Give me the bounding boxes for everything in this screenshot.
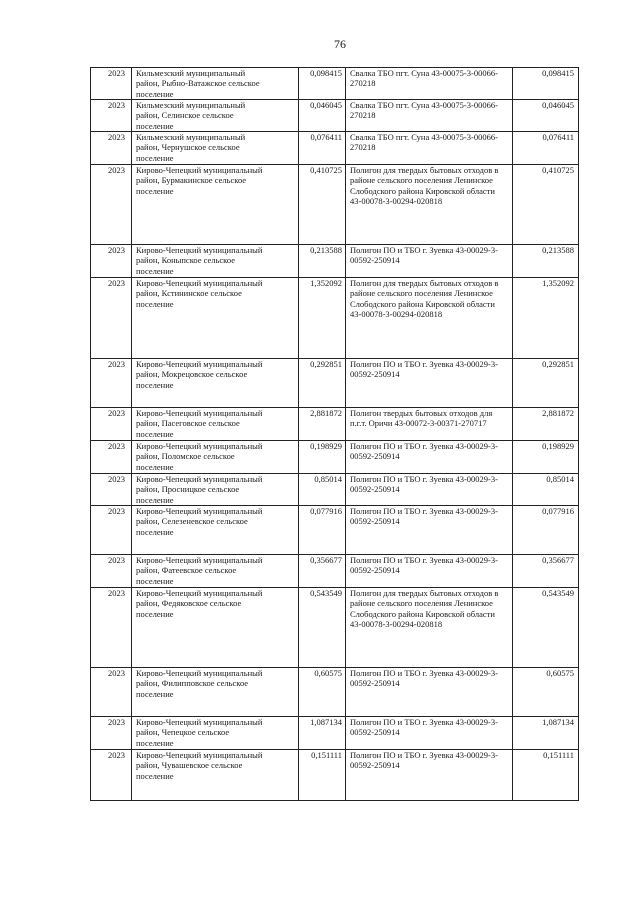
municipality-cell	[132, 165, 299, 244]
facility-line: Слободского района Кировской области	[350, 185, 495, 196]
municipality-line: поселение	[136, 379, 174, 390]
municipality-line: поселение	[136, 152, 174, 163]
facility-cell	[346, 245, 513, 277]
municipality-line: район, Чернушское сельское	[136, 142, 240, 153]
municipality-line: район, Просницкое сельское	[136, 484, 240, 495]
value-cell: 0,60575	[299, 668, 346, 716]
value-2-cell: 0,410725	[513, 165, 579, 244]
facility-cell	[346, 408, 513, 440]
value-2-cell: 0,60575	[513, 668, 579, 716]
municipality-line: Кирово-Чепецкий муниципальный	[136, 717, 263, 727]
municipality-cell	[132, 132, 299, 164]
facility-line: Полигон для твердых бытовых отходов в	[350, 588, 499, 598]
facility-line: Свалка ТБО пгт. Суна 43-00075-3-00066-	[350, 68, 498, 78]
table-row	[91, 750, 579, 801]
value-2-cell: 0,076411	[513, 132, 579, 164]
facility-line: Слободского района Кировской области	[350, 608, 495, 619]
municipality-line: поселение	[136, 770, 174, 781]
municipality-cell	[132, 717, 299, 749]
value-cell: 0,410725	[299, 165, 346, 244]
value-cell: 1,352092	[299, 278, 346, 358]
municipality-line: поселение	[136, 298, 174, 309]
municipality-line: поселение	[136, 185, 174, 196]
facility-cell	[346, 506, 513, 554]
municipality-line: Кильмезский муниципальный	[136, 132, 246, 142]
municipality-line: Кирово-Чепецкий муниципальный	[136, 359, 263, 369]
municipality-cell	[132, 359, 299, 407]
year-cell: 2023	[91, 588, 132, 667]
facility-line: Слободского района Кировской области	[350, 298, 495, 309]
facility-line: Полигон ПО и ТБО г. Зуевка 43-00029-3-	[350, 359, 498, 369]
municipality-cell	[132, 68, 299, 99]
municipality-cell	[132, 245, 299, 277]
year-cell: 2023	[91, 441, 132, 473]
facility-line: Полигон ПО и ТБО г. Зуевка 43-00029-3-	[350, 474, 498, 484]
facility-cell	[346, 100, 513, 131]
year-cell: 2023	[91, 555, 132, 587]
value-2-cell: 0,046045	[513, 100, 579, 131]
municipality-line: район, Поломское сельское	[136, 451, 235, 462]
year-cell: 2023	[91, 750, 132, 800]
facility-line: 00592-250914	[350, 369, 400, 380]
facility-line: Полигон ПО и ТБО г. Зуевка 43-00029-3-	[350, 506, 498, 516]
facility-cell	[346, 668, 513, 716]
table-row	[91, 68, 579, 100]
municipality-line: район, Бурмакинское сельское	[136, 175, 247, 186]
facility-line: 43-00078-3-00294-020818	[350, 618, 443, 629]
value-2-cell: 0,077916	[513, 506, 579, 554]
municipality-line: Кирово-Чепецкий муниципальный	[136, 165, 263, 175]
facility-cell	[346, 132, 513, 164]
table-row	[91, 100, 579, 132]
value-cell: 0,213588	[299, 245, 346, 277]
facility-line: п.г.т. Оричи 43-00072-3-00371-270717	[350, 418, 487, 429]
year-cell: 2023	[91, 506, 132, 554]
year-cell: 2023	[91, 132, 132, 164]
year-cell: 2023	[91, 245, 132, 277]
value-cell: 0,356677	[299, 555, 346, 587]
table-row	[91, 165, 579, 245]
facility-line: 00592-250914	[350, 727, 400, 738]
year-cell: 2023	[91, 717, 132, 749]
year-cell: 2023	[91, 278, 132, 358]
value-cell: 0,098415	[299, 68, 346, 99]
table-row	[91, 132, 579, 165]
municipality-line: Кирово-Чепецкий муниципальный	[136, 750, 263, 760]
facility-line: 43-00078-3-00294-020818	[350, 308, 443, 319]
facility-line: Полигон ПО и ТБО г. Зуевка 43-00029-3-	[350, 441, 498, 451]
value-cell: 0,077916	[299, 506, 346, 554]
table-row	[91, 717, 579, 750]
municipality-cell	[132, 474, 299, 505]
year-cell: 2023	[91, 408, 132, 440]
value-2-cell: 1,352092	[513, 278, 579, 358]
municipality-line: район, Чувашевское сельское	[136, 760, 243, 771]
municipality-line: район, Пасеговское сельское	[136, 418, 240, 429]
facility-line: 00592-250914	[350, 516, 400, 527]
value-cell: 2,881872	[299, 408, 346, 440]
municipality-line: поселение	[136, 461, 174, 472]
facility-cell	[346, 68, 513, 99]
facility-cell	[346, 474, 513, 505]
municipality-line: Кирово-Чепецкий муниципальный	[136, 278, 263, 288]
facility-line: районе сельского поселения Ленинское	[350, 175, 493, 186]
municipality-line: Кирово-Чепецкий муниципальный	[136, 668, 263, 678]
municipality-line: поселение	[136, 265, 174, 276]
municipality-cell	[132, 278, 299, 358]
year-cell: 2023	[91, 359, 132, 407]
municipality-line: район, Филипповское сельское	[136, 678, 249, 689]
municipality-cell	[132, 100, 299, 131]
facility-line: Полигон ПО и ТБО г. Зуевка 43-00029-3-	[350, 750, 498, 760]
municipality-cell	[132, 750, 299, 800]
value-cell: 0,151111	[299, 750, 346, 800]
municipality-line: район, Селинское сельское	[136, 110, 234, 121]
facility-line: Полигон ПО и ТБО г. Зуевка 43-00029-3-	[350, 668, 498, 678]
facility-cell	[346, 750, 513, 800]
value-2-cell: 0,543549	[513, 588, 579, 667]
table-row	[91, 441, 579, 474]
value-cell: 0,292851	[299, 359, 346, 407]
municipality-line: Кирово-Чепецкий муниципальный	[136, 588, 263, 598]
value-cell: 0,543549	[299, 588, 346, 667]
facility-cell	[346, 441, 513, 473]
municipality-line: Кирово-Чепецкий муниципальный	[136, 441, 263, 451]
facility-cell	[346, 588, 513, 667]
table-row	[91, 245, 579, 278]
municipality-cell	[132, 588, 299, 667]
municipality-line: район, Фатеевское сельское	[136, 565, 237, 576]
facility-line: Свалка ТБО пгт. Суна 43-00075-3-00066-	[350, 132, 498, 142]
municipality-line: район, Федяковское сельское	[136, 598, 242, 609]
value-2-cell: 2,881872	[513, 408, 579, 440]
facility-line: 00592-250914	[350, 451, 400, 462]
year-cell: 2023	[91, 474, 132, 505]
municipality-line: поселение	[136, 428, 174, 439]
municipality-cell	[132, 668, 299, 716]
municipality-line: Кильмезский муниципальный	[136, 68, 246, 78]
table-row	[91, 506, 579, 555]
municipality-line: поселение	[136, 526, 174, 537]
municipality-cell	[132, 408, 299, 440]
table-row	[91, 408, 579, 441]
table-row	[91, 359, 579, 408]
value-2-cell: 0,85014	[513, 474, 579, 505]
facility-cell	[346, 278, 513, 358]
municipality-line: Кильмезский муниципальный	[136, 100, 246, 110]
facility-cell	[346, 717, 513, 749]
municipality-line: поселение	[136, 575, 174, 586]
year-cell: 2023	[91, 68, 132, 99]
page-number: 76	[334, 37, 346, 51]
facility-line: 00592-250914	[350, 760, 400, 771]
value-2-cell: 0,151111	[513, 750, 579, 800]
facility-line: Полигон ПО и ТБО г. Зуевка 43-00029-3-	[350, 717, 498, 727]
municipality-line: поселение	[136, 737, 174, 748]
facility-cell	[346, 165, 513, 244]
year-cell: 2023	[91, 100, 132, 131]
value-cell: 1,087134	[299, 717, 346, 749]
facility-line: Полигон для твердых бытовых отходов в	[350, 165, 499, 175]
municipality-line: Кирово-Чепецкий муниципальный	[136, 245, 263, 255]
facility-line: 270218	[350, 78, 376, 89]
value-2-cell: 0,098415	[513, 68, 579, 99]
municipality-line: Кирово-Чепецкий муниципальный	[136, 474, 263, 484]
facility-line: 270218	[350, 142, 376, 153]
municipality-line: район, Кстининское сельское	[136, 288, 242, 299]
facility-cell	[346, 359, 513, 407]
municipality-line: поселение	[136, 608, 174, 619]
table-row	[91, 668, 579, 717]
facility-line: 00592-250914	[350, 565, 400, 576]
municipality-line: район, Коныпское сельское	[136, 255, 236, 266]
facility-line: 43-00078-3-00294-020818	[350, 195, 443, 206]
municipality-cell	[132, 555, 299, 587]
facility-line: 270218	[350, 110, 376, 121]
table-row	[91, 588, 579, 668]
facility-line: Полигон для твердых бытовых отходов в	[350, 278, 499, 288]
municipality-line: район, Рыбно-Ватажское сельское	[136, 78, 260, 89]
table-row	[91, 555, 579, 588]
facility-line: районе сельского поселения Ленинское	[350, 288, 493, 299]
municipality-line: поселение	[136, 688, 174, 699]
municipality-line: Кирово-Чепецкий муниципальный	[136, 555, 263, 565]
value-cell: 0,85014	[299, 474, 346, 505]
facility-line: Полигон твердых бытовых отходов для	[350, 408, 493, 418]
value-cell: 0,046045	[299, 100, 346, 131]
municipality-line: район, Селезеневское сельское	[136, 516, 248, 527]
value-2-cell: 0,198929	[513, 441, 579, 473]
facility-line: районе сельского поселения Ленинское	[350, 598, 493, 609]
municipality-cell	[132, 506, 299, 554]
year-cell: 2023	[91, 165, 132, 244]
value-2-cell: 0,213588	[513, 245, 579, 277]
municipality-line: Кирово-Чепецкий муниципальный	[136, 408, 263, 418]
year-cell: 2023	[91, 668, 132, 716]
facility-line: 00592-250914	[350, 255, 400, 266]
municipality-line: район, Мокрецовское сельское	[136, 369, 248, 380]
facility-cell	[346, 555, 513, 587]
value-2-cell: 0,356677	[513, 555, 579, 587]
municipality-line: район, Чепецкое сельское	[136, 727, 230, 738]
municipality-cell	[132, 441, 299, 473]
value-2-cell: 0,292851	[513, 359, 579, 407]
facility-line: Полигон ПО и ТБО г. Зуевка 43-00029-3-	[350, 555, 498, 565]
table-row	[91, 278, 579, 359]
value-cell: 0,198929	[299, 441, 346, 473]
data-table	[90, 67, 579, 801]
facility-line: Свалка ТБО пгт. Суна 43-00075-3-00066-	[350, 100, 498, 110]
facility-line: 00592-250914	[350, 484, 400, 495]
municipality-line: поселение	[136, 88, 174, 99]
value-cell: 0,076411	[299, 132, 346, 164]
facility-line: 00592-250914	[350, 678, 400, 689]
table-row	[91, 474, 579, 506]
value-2-cell: 1,087134	[513, 717, 579, 749]
municipality-line: поселение	[136, 120, 174, 131]
facility-line: Полигон ПО и ТБО г. Зуевка 43-00029-3-	[350, 245, 498, 255]
municipality-line: Кирово-Чепецкий муниципальный	[136, 506, 263, 516]
municipality-line: поселение	[136, 494, 174, 505]
